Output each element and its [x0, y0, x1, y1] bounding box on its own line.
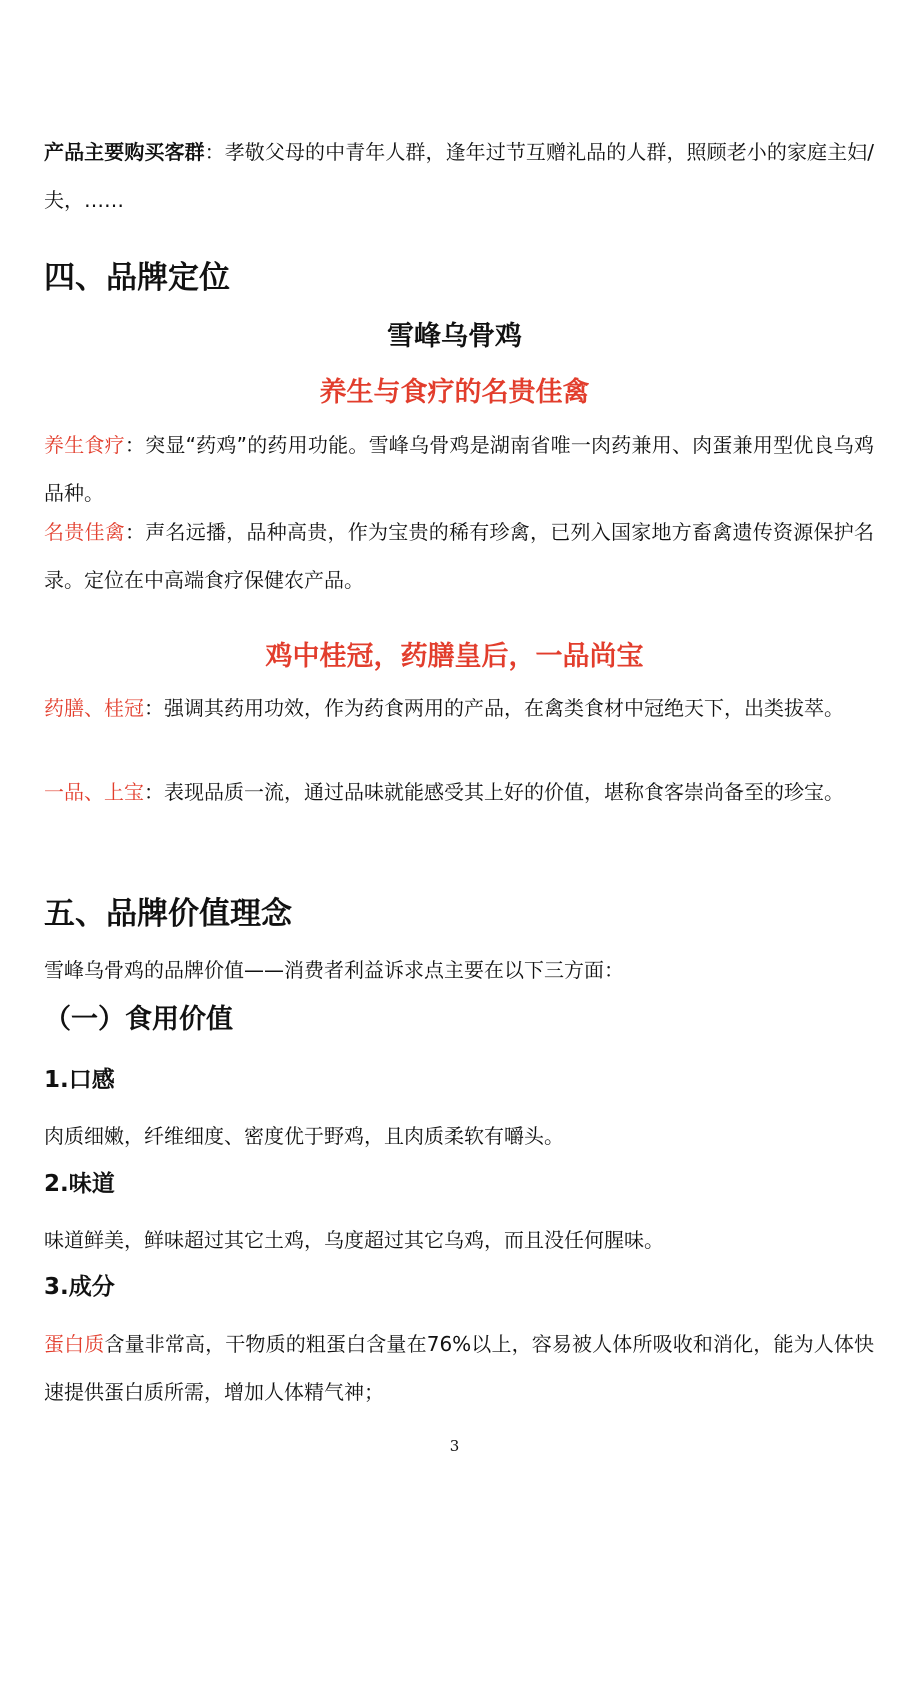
slogan-2: 鸡中桂冠，药膳皇后，一品尚宝 — [265, 641, 644, 672]
section5-heading: 五、品牌价值理念 — [44, 896, 292, 932]
positioning-paragraph-2 — [44, 508, 874, 604]
item1-heading: 1.口感 — [44, 1067, 115, 1093]
slogan-1: 养生与食疗的名贵佳禽 — [319, 377, 590, 408]
item2-text: 味道鲜美，鲜味超过其它土鸡，乌度超过其它乌鸡，而且没任何腥味。 — [44, 1228, 664, 1252]
section4-heading: 四、品牌定位 — [44, 260, 230, 296]
p2-text: ：声名远播，品种高贵，作为宝贵的稀有珍禽，已列入国家地方畜禽遗传资源保护名录。定位在中高端食疗保健农产品。 — [44, 520, 874, 592]
subsection-heading-1: （一）食用价值 — [44, 1004, 233, 1035]
positioning-paragraph-1 — [44, 421, 874, 517]
positioning-paragraph-3 — [44, 684, 874, 732]
page-number: 3 — [449, 1437, 460, 1455]
item3-heading: 3.成分 — [44, 1274, 115, 1300]
p4-text: ：表现品质一流，通过品味就能感受其上好的价值，堪称食客崇尚备至的珍宝。 — [144, 780, 844, 804]
section5-intro: 雪峰乌骨鸡的品牌价值——消费者利益诉求点主要在以下三方面： — [44, 958, 624, 982]
item3-label: 蛋白质 — [44, 1332, 105, 1356]
p4-label: 一品、上宝 — [44, 780, 144, 804]
brand-name-title: 雪峰乌骨鸡 — [387, 321, 522, 352]
intro-text: ：孝敬父母的中青年人群，逢年过节互赠礼品的人群，照顾老小的家庭主妇/夫，…… — [44, 140, 874, 212]
item2-heading: 2.味道 — [44, 1171, 115, 1197]
p2-label: 名贵佳禽 — [44, 520, 125, 544]
intro-paragraph — [44, 128, 874, 224]
positioning-paragraph-4 — [44, 768, 874, 816]
p3-text: ：强调其药用功效，作为药食两用的产品，在禽类食材中冠绝天下，出类拔萃。 — [144, 696, 844, 720]
p1-label: 养生食疗 — [44, 433, 125, 457]
p3-label: 药膳、桂冠 — [44, 696, 144, 720]
item3-paragraph — [44, 1320, 874, 1416]
intro-label: 产品主要购买客群 — [44, 140, 205, 164]
item3-text: 含量非常高，干物质的粗蛋白含量在76%以上，容易被人体所吸收和消化，能为人体快速提供蛋白质所需，增加人体精气神； — [44, 1332, 875, 1404]
p1-text: ：突显“药鸡”的药用功能。雪峰乌骨鸡是湖南省唯一肉药兼用、肉蛋兼用型优良乌鸡品种。 — [44, 433, 874, 505]
item1-text: 肉质细嫩，纤维细度、密度优于野鸡，且肉质柔软有嚼头。 — [44, 1124, 564, 1148]
